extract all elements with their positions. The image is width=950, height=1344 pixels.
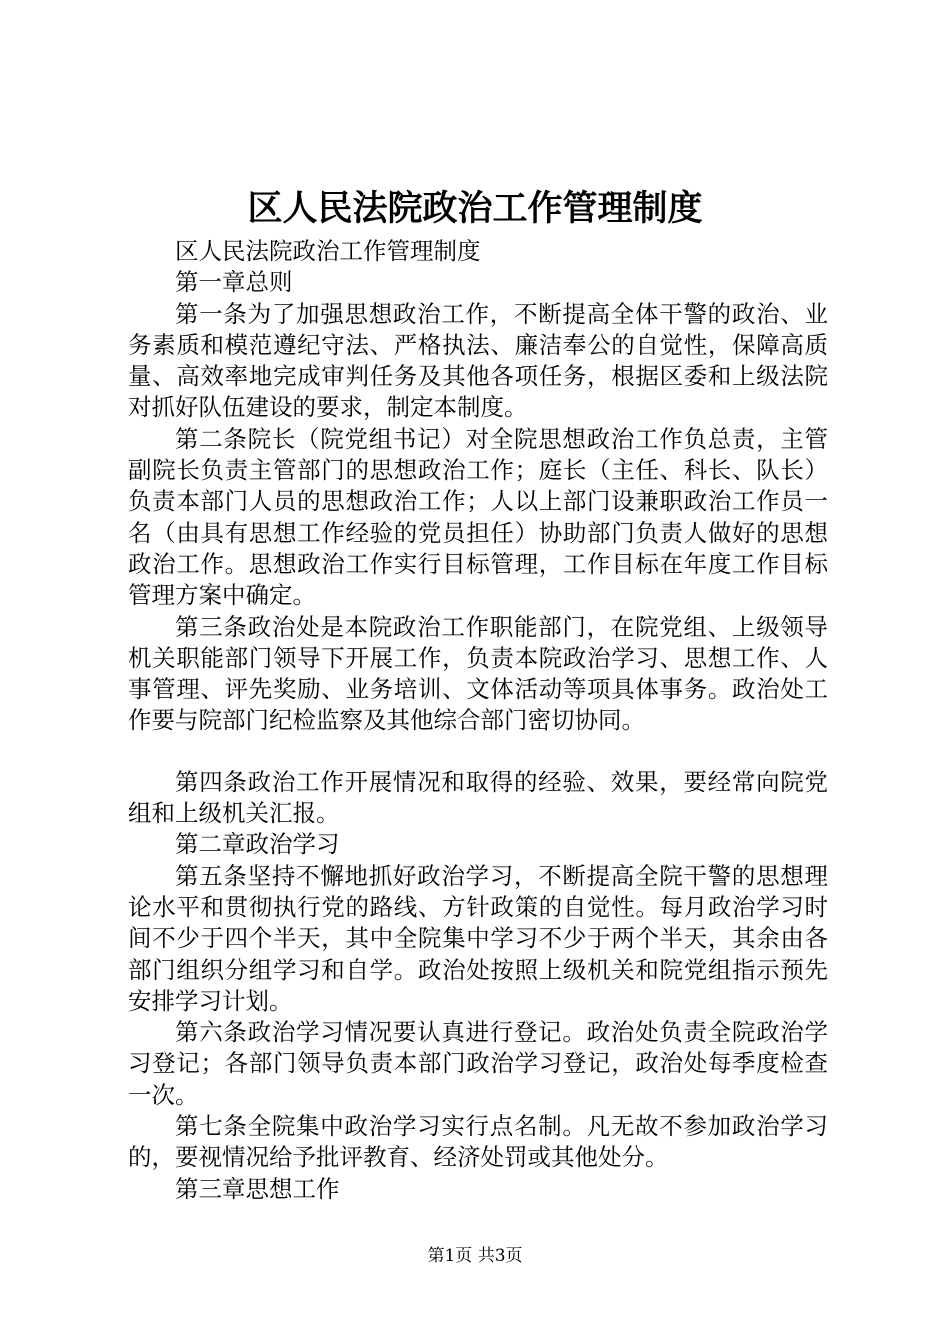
chapter-heading-3: 第三章思想工作 <box>175 1174 340 1203</box>
article-2: 第二条院长（院党组书记）对全院思想政治工作负总责，主管副院长负责主管部门的思想政治工作；庭长（主任、科长、队长）负责本部门人员的思想政治工作；人以上部门设兼职政治工作员一名（由具有思想工作经验的党员担任）协助部门负责人做好的思想政治工作。思想政治工作实行目标管理，工作目标在年度工作目标管理方案中确定。 <box>128 424 828 610</box>
article-7: 第七条全院集中政治学习实行点名制。凡无故不参加政治学习的，要视情况给予批评教育、经济处罚或其他处分。 <box>128 1112 828 1172</box>
article-3: 第三条政治处是本院政治工作职能部门，在院党组、上级领导机关职能部门领导下开展工作，负责本院政治学习、思想工作、人事管理、评先奖励、业务培训、文体活动等项具体事务。政治处工作要与院部门纪检监察及其他综合部门密切协同。 <box>128 612 828 735</box>
article-4: 第四条政治工作开展情况和取得的经验、效果，要经常向院党组和上级机关汇报。 <box>128 767 828 828</box>
document-body <box>128 236 828 1205</box>
chapter-heading-2: 第二章政治学习 <box>175 830 340 859</box>
article-6: 第六条政治学习情况要认真进行登记。政治处负责全院政治学习登记；各部门领导负责本部门政治学习登记，政治处每季度检查一次。 <box>128 1018 828 1109</box>
document-title: 区人民法院政治工作管理制度 <box>247 188 703 229</box>
article-5: 第五条坚持不懈地抓好政治学习，不断提高全院干警的思想理论水平和贯彻执行党的路线、方针政策的自觉性。每月政治学习时间不少于四个半天，其中全院集中学习不少于两个半天，其余由各部门组织分组学习和自学。政治处按照上级机关和院党组指示预先安排学习计划。 <box>128 861 828 1015</box>
chapter-heading-1: 第一章总则 <box>175 268 293 297</box>
paragraph-subtitle: 区人民法院政治工作管理制度 <box>175 237 481 265</box>
page-number: 第1页 共3页 <box>427 1246 523 1266</box>
article-1: 第一条为了加强思想政治工作，不断提高全体干警的政治、业务素质和模范遵纪守法、严格执法、廉洁奉公的自觉性，保障高质量、高效率地完成审判任务及其他各项任务，根据区委和上级法院对抓好队伍建设的要求，制定本制度。 <box>128 299 828 422</box>
